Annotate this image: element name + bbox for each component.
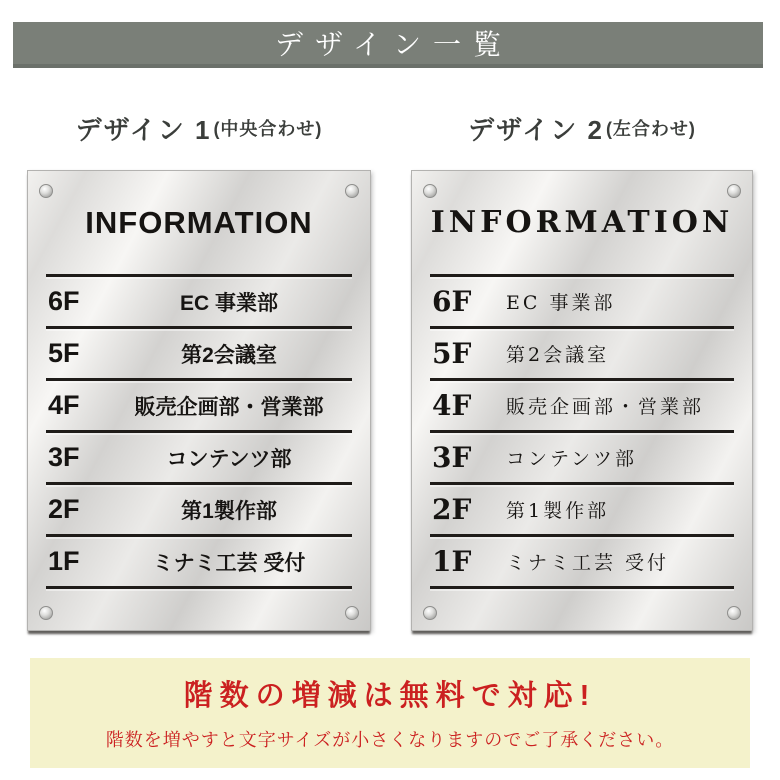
screw-icon (423, 184, 437, 198)
floor-label: 5F (432, 337, 472, 370)
design-2-name: デザイン 2 (468, 114, 604, 145)
notice-headline: 階数の増減は無料で対応! (183, 680, 597, 712)
floor-row (28, 277, 370, 326)
design-1-name: デザイン 1 (75, 114, 212, 145)
notice-box (30, 658, 750, 768)
room-label: 第2会議室 (181, 343, 277, 367)
design-2-align-note: (左合わせ) (605, 119, 696, 139)
room-label: 販売企画部・営業部 (134, 395, 324, 419)
sign-plate-design-2 (411, 170, 753, 631)
divider-line (430, 586, 734, 589)
floor-row (412, 537, 752, 586)
floor-label: 3F (48, 442, 80, 472)
room-label: 第1製作部 (506, 500, 610, 522)
floor-label: 1F (48, 546, 80, 576)
notice-subtext: 階数を増やすと文字サイズが小さくなりますのでご了承ください。 (105, 730, 675, 750)
plate-title: INFORMATION (85, 204, 313, 240)
room-label: 第2会議室 (506, 344, 610, 366)
floor-row (412, 329, 752, 378)
floor-label: 2F (432, 493, 472, 526)
room-label: コンテンツ部 (166, 447, 292, 471)
floor-label: 4F (432, 389, 472, 422)
floor-row (28, 381, 370, 430)
screw-icon (727, 184, 741, 198)
screw-icon (345, 606, 359, 620)
floor-label: 4F (48, 390, 80, 420)
screw-icon (345, 184, 359, 198)
screw-icon (423, 606, 437, 620)
floor-row (28, 537, 370, 586)
screw-icon (39, 184, 53, 198)
floor-row (412, 433, 752, 482)
room-label: EC 事業部 (179, 291, 278, 315)
divider-line (46, 586, 352, 589)
page-header-bar (13, 22, 763, 68)
room-label: EC 事業部 (506, 292, 616, 314)
room-label: 第1製作部 (181, 499, 277, 523)
floor-label: 3F (432, 441, 472, 474)
floor-row (28, 485, 370, 534)
room-label: ミナミ工芸 受付 (506, 552, 670, 574)
floor-row (28, 329, 370, 378)
design-1-align-note: (中央合わせ) (213, 119, 323, 139)
floor-label: 6F (48, 286, 80, 316)
room-label: ミナミ工芸 受付 (152, 551, 306, 575)
room-label: 販売企画部・営業部 (506, 396, 705, 418)
design-2-title (411, 108, 753, 148)
screw-icon (727, 606, 741, 620)
room-label: コンテンツ部 (506, 448, 638, 470)
floor-label: 1F (432, 545, 472, 578)
floor-row (412, 277, 752, 326)
floor-row (412, 381, 752, 430)
design-1-title (27, 108, 371, 148)
floor-row (412, 485, 752, 534)
screw-icon (39, 606, 53, 620)
floor-label: 2F (48, 494, 80, 524)
page-title: デザイン一覧 (274, 29, 514, 60)
floor-label: 6F (432, 285, 472, 318)
floor-row (28, 433, 370, 482)
floor-label: 5F (48, 338, 80, 368)
sign-plate-design-1 (27, 170, 371, 631)
plate-title: INFORMATION (430, 205, 734, 240)
